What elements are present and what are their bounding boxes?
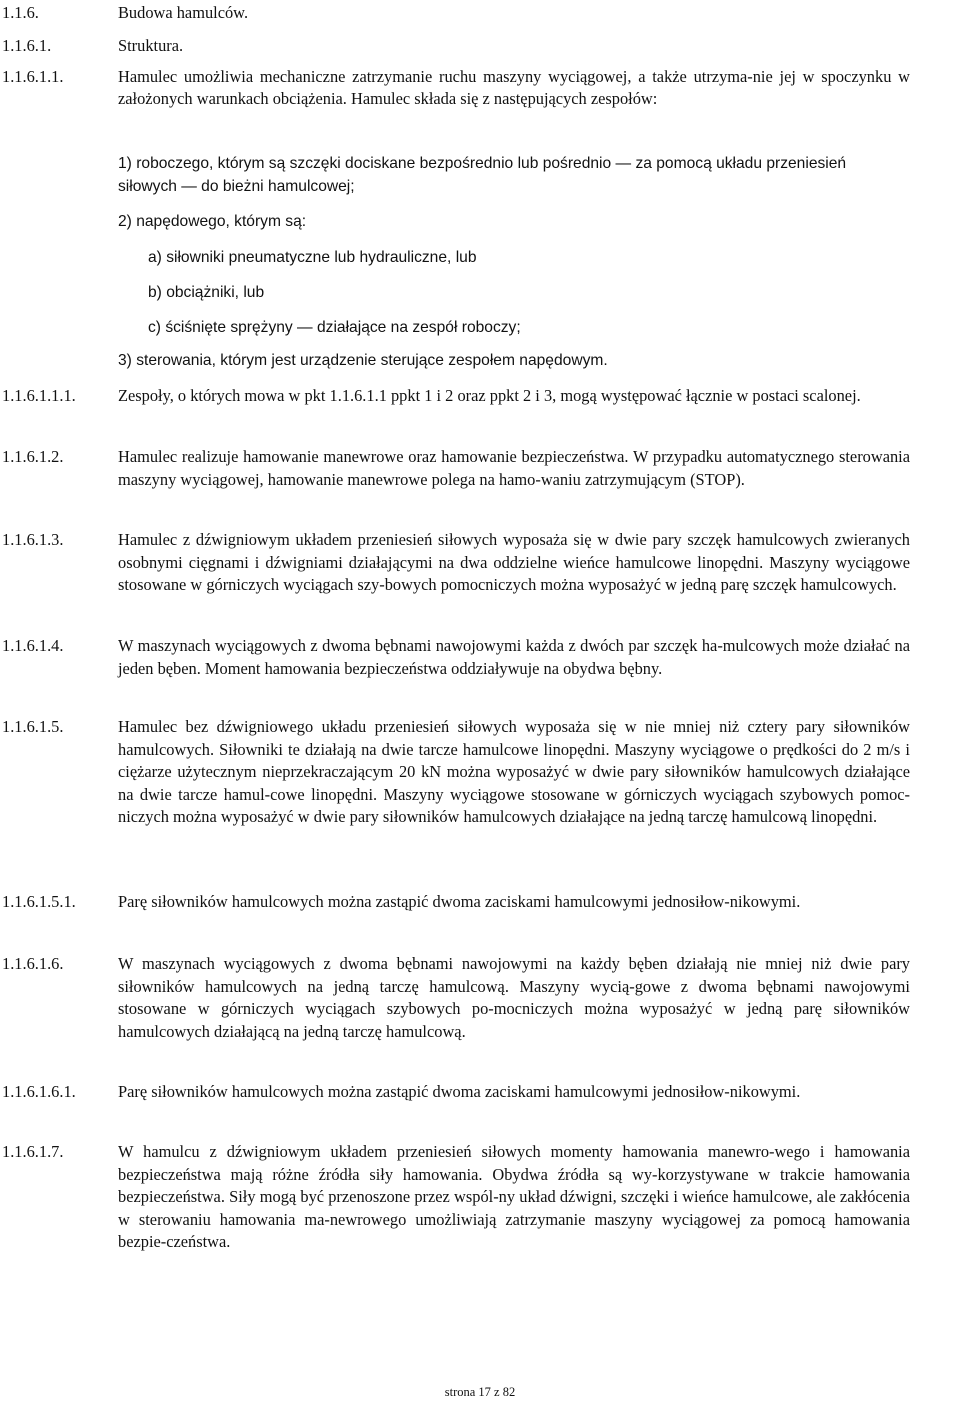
paragraph-number: 1.1.6.1.5.1. <box>2 892 76 911</box>
paragraph-text: Hamulec bez dźwigniowego układu przeniesień siłowych wyposaża się w nie mniej niż cztery pary siłowników hamulcowych. Siłowniki te działają na dwie tarcze hamulcowe linopędni. Maszyny wyciągowe o prędkości do 2 m/s i ciężarze użytecznym nieprzekraczającym 20 kN można wyposażyć w dwie pary siłowników hamulcowych działające na dwie tarcze hamul-cowe linopędni. Maszyny wyciągowe stosowane w górniczych wyciągach szybowych pomoc-niczych można wyposażyć w dwie pary siłowników hamulcowych działające na jedną tarczę hamulcową linopędni. <box>118 717 910 826</box>
paragraph-number: 1.1.6.1.6. <box>2 954 64 973</box>
paragraph-text: W maszynach wyciągowych z dwoma bębnami nawojowymi na każdy bęben działają nie mniej niż dwie pary siłowników hamulcowych na jedną tarczę hamulcową. Maszyny wycią-gowe z dwoma bębnami nawojowymi stosowane w górniczych wyciągach szybowych po-mocniczych można wyposażyć w jedną parę siłowników hamulcowych działającą na jedną tarczę hamulcową. <box>118 954 910 1041</box>
paragraph-text: Hamulec z dźwigniowym układem przeniesień siłowych wyposaża się w dwie pary szczęk hamulcowych zwieranych osobnymi cięgnami i dźwigniami działającymi na dwa oddzielne wieńce hamulcowe linopędni. Maszyny wyciągowe stosowane w górniczych wyciągach szy-bowych pomocniczych można wyposażyć w jedną parę szczęk hamulcowych. <box>118 530 910 594</box>
page-footer: strona 17 z 82 <box>444 1385 516 1399</box>
list-item: 2) napędowego, którym są: <box>118 213 307 230</box>
paragraph-number: 1.1.6.1.6.1. <box>2 1082 76 1101</box>
list-item: a) siłowniki pneumatyczne lub hydrauliczne, lub <box>148 249 477 266</box>
paragraph-number: 1.1.6.1.3. <box>2 530 64 549</box>
paragraph-number: 1.1.6.1.4. <box>2 636 64 655</box>
paragraph-number: 1.1.6.1.7. <box>2 1142 64 1161</box>
paragraph-number: 1.1.6.1.1. <box>2 67 64 86</box>
list-item: 3) sterowania, którym jest urządzenie sterujące zespołem napędowym. <box>118 352 608 369</box>
paragraph-text: Zespoły, o których mowa w pkt 1.1.6.1.1 ppkt 1 i 2 oraz ppkt 2 i 3, mogą występować łącznie w postaci scalonej. <box>118 386 861 405</box>
list-item: b) obciążniki, lub <box>148 284 265 301</box>
paragraph-text: Hamulec realizuje hamowanie manewrowe oraz hamowanie bezpieczeństwa. W przypadku automatycznego sterowania maszyny wyciągowej, hamowanie manewrowe polega na hamo-waniu zatrzymującym (STOP). <box>118 447 910 489</box>
list-item: c) ściśnięte sprężyny — działające na zespół roboczy; <box>148 319 521 336</box>
section-title: Struktura. <box>118 36 184 55</box>
paragraph-number: 1.1.6.1.2. <box>2 447 64 466</box>
section-title: Budowa hamulców. <box>118 3 249 22</box>
list-item: 1) roboczego, którym są szczęki dociskane bezpośrednio lub pośrednio — za pomocą układu przeniesień siłowych — do bieżni hamulcowej; <box>118 155 847 195</box>
paragraph-text: W maszynach wyciągowych z dwoma bębnami nawojowymi każda z dwóch par szczęk ha-mulcowych może działać na jeden bęben. Moment hamowania bezpieczeństwa oddziaływuje na obydwa bębny. <box>118 636 910 678</box>
paragraph-number: 1.1.6.1.5. <box>2 717 64 736</box>
paragraph-text: Parę siłowników hamulcowych można zastąpić dwoma zaciskami hamulcowymi jednosiłow-nikowymi. <box>118 1082 801 1101</box>
paragraph-number: 1.1.6.1.1.1. <box>2 386 76 405</box>
paragraph-text: Parę siłowników hamulcowych można zastąpić dwoma zaciskami hamulcowymi jednosiłow-nikowymi. <box>118 892 801 911</box>
section-number: 1.1.6. <box>2 3 39 22</box>
paragraph-text: W hamulcu z dźwigniowym układem przeniesień siłowych momenty hamowania manewro-wego i hamowania bezpieczeństwa mają różne źródła siły hamowania. Obydwa źródła są wy-korzystywane w trakcie hamowania bezpieczeństwa. Siły mogą być przenoszone przez wspól-ny układ dźwigni, szczęki i wieńce hamulcowe, ale zakłócenia w sterowaniu hamowania ma-newrowego umożliwiają zatrzymanie maszyny wyciągowej za pomocą hamowania bezpie-czeństwa. <box>118 1142 910 1251</box>
paragraph-text: Hamulec umożliwia mechaniczne zatrzymanie ruchu maszyny wyciągowej, a także utrzyma-nie jej w spoczynku w założonych warunkach obciążenia. Hamulec składa się z następujących zespołów: <box>118 67 910 108</box>
section-number: 1.1.6.1. <box>2 36 52 55</box>
